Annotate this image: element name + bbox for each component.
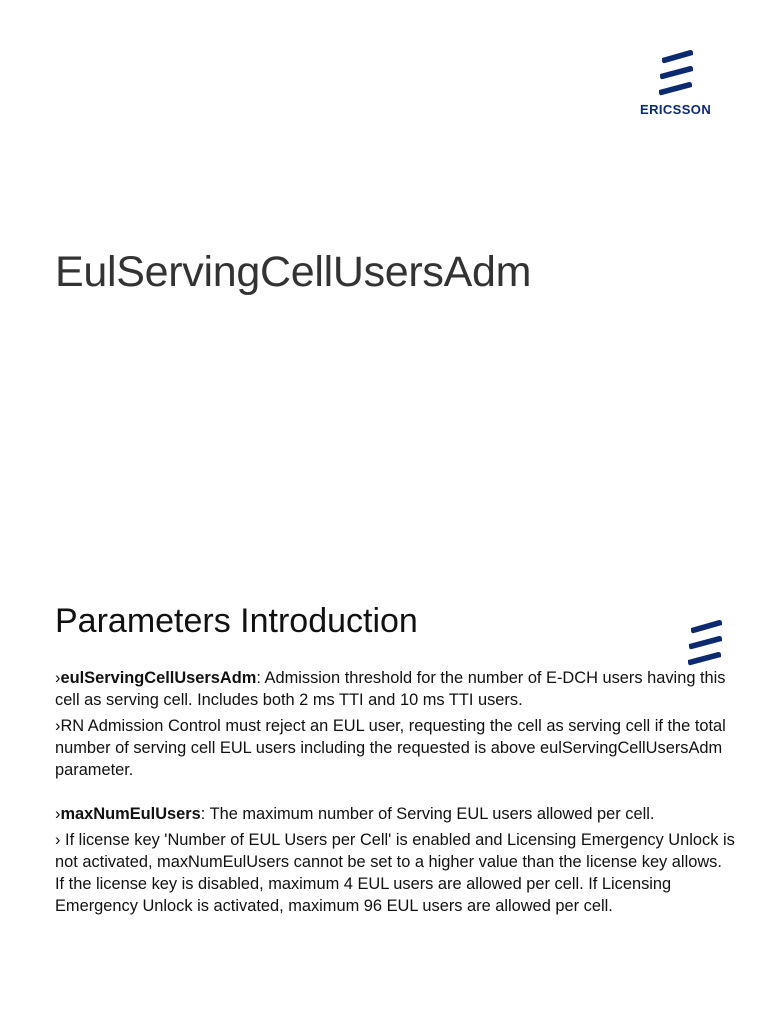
paragraph-admission-control bbox=[55, 715, 735, 781]
logo-wordmark: ERICSSON bbox=[640, 102, 712, 117]
param-name: maxNumEulUsers bbox=[60, 805, 201, 823]
param-name: eulServingCellUsersAdm bbox=[60, 669, 257, 687]
ericsson-logo bbox=[640, 48, 726, 117]
paragraph-license-key bbox=[55, 829, 735, 917]
ericsson-logo-icon bbox=[658, 48, 694, 96]
ericsson-logo-icon bbox=[686, 618, 724, 666]
paragraph-maxnumeulusers bbox=[55, 803, 735, 825]
paragraph-text: If license key 'Number of EUL Users per Cell' is enabled and Licensing Emergency Unlock is not activated, maxNumEulUsers cannot be set to a higher value than the license key allows. If the license key is disabled, maximum 4 EUL users are allowed per cell. If Licensing Emergency Unlock is activated, maximum 96 EUL users are allowed per cell. bbox=[55, 831, 735, 915]
slide-title-text: EulServingCellUsersAdm bbox=[55, 248, 532, 296]
bullet-marker: › bbox=[55, 831, 66, 849]
param-description: : Admission threshold for the number of E-DCH users having this cell as serving cell. Includes both 2 ms TTI and 10 ms TTI users. bbox=[55, 669, 726, 709]
paragraph-eulservingcellusersadm bbox=[55, 667, 735, 711]
ericsson-logo-small bbox=[686, 618, 724, 671]
body-text bbox=[55, 667, 735, 921]
paragraph-text: RN Admission Control must reject an EUL user, requesting the cell as serving cell if the total number of serving cell EUL users including the requested is above eulServingCellUsersAdm parameter. bbox=[55, 717, 726, 779]
param-description: : The maximum number of Serving EUL users allowed per cell. bbox=[200, 805, 655, 823]
bullet-marker: › bbox=[55, 805, 61, 823]
section-heading: Parameters Introduction bbox=[55, 602, 418, 640]
bullet-marker: › bbox=[55, 717, 61, 735]
bullet-marker: › bbox=[55, 669, 61, 687]
